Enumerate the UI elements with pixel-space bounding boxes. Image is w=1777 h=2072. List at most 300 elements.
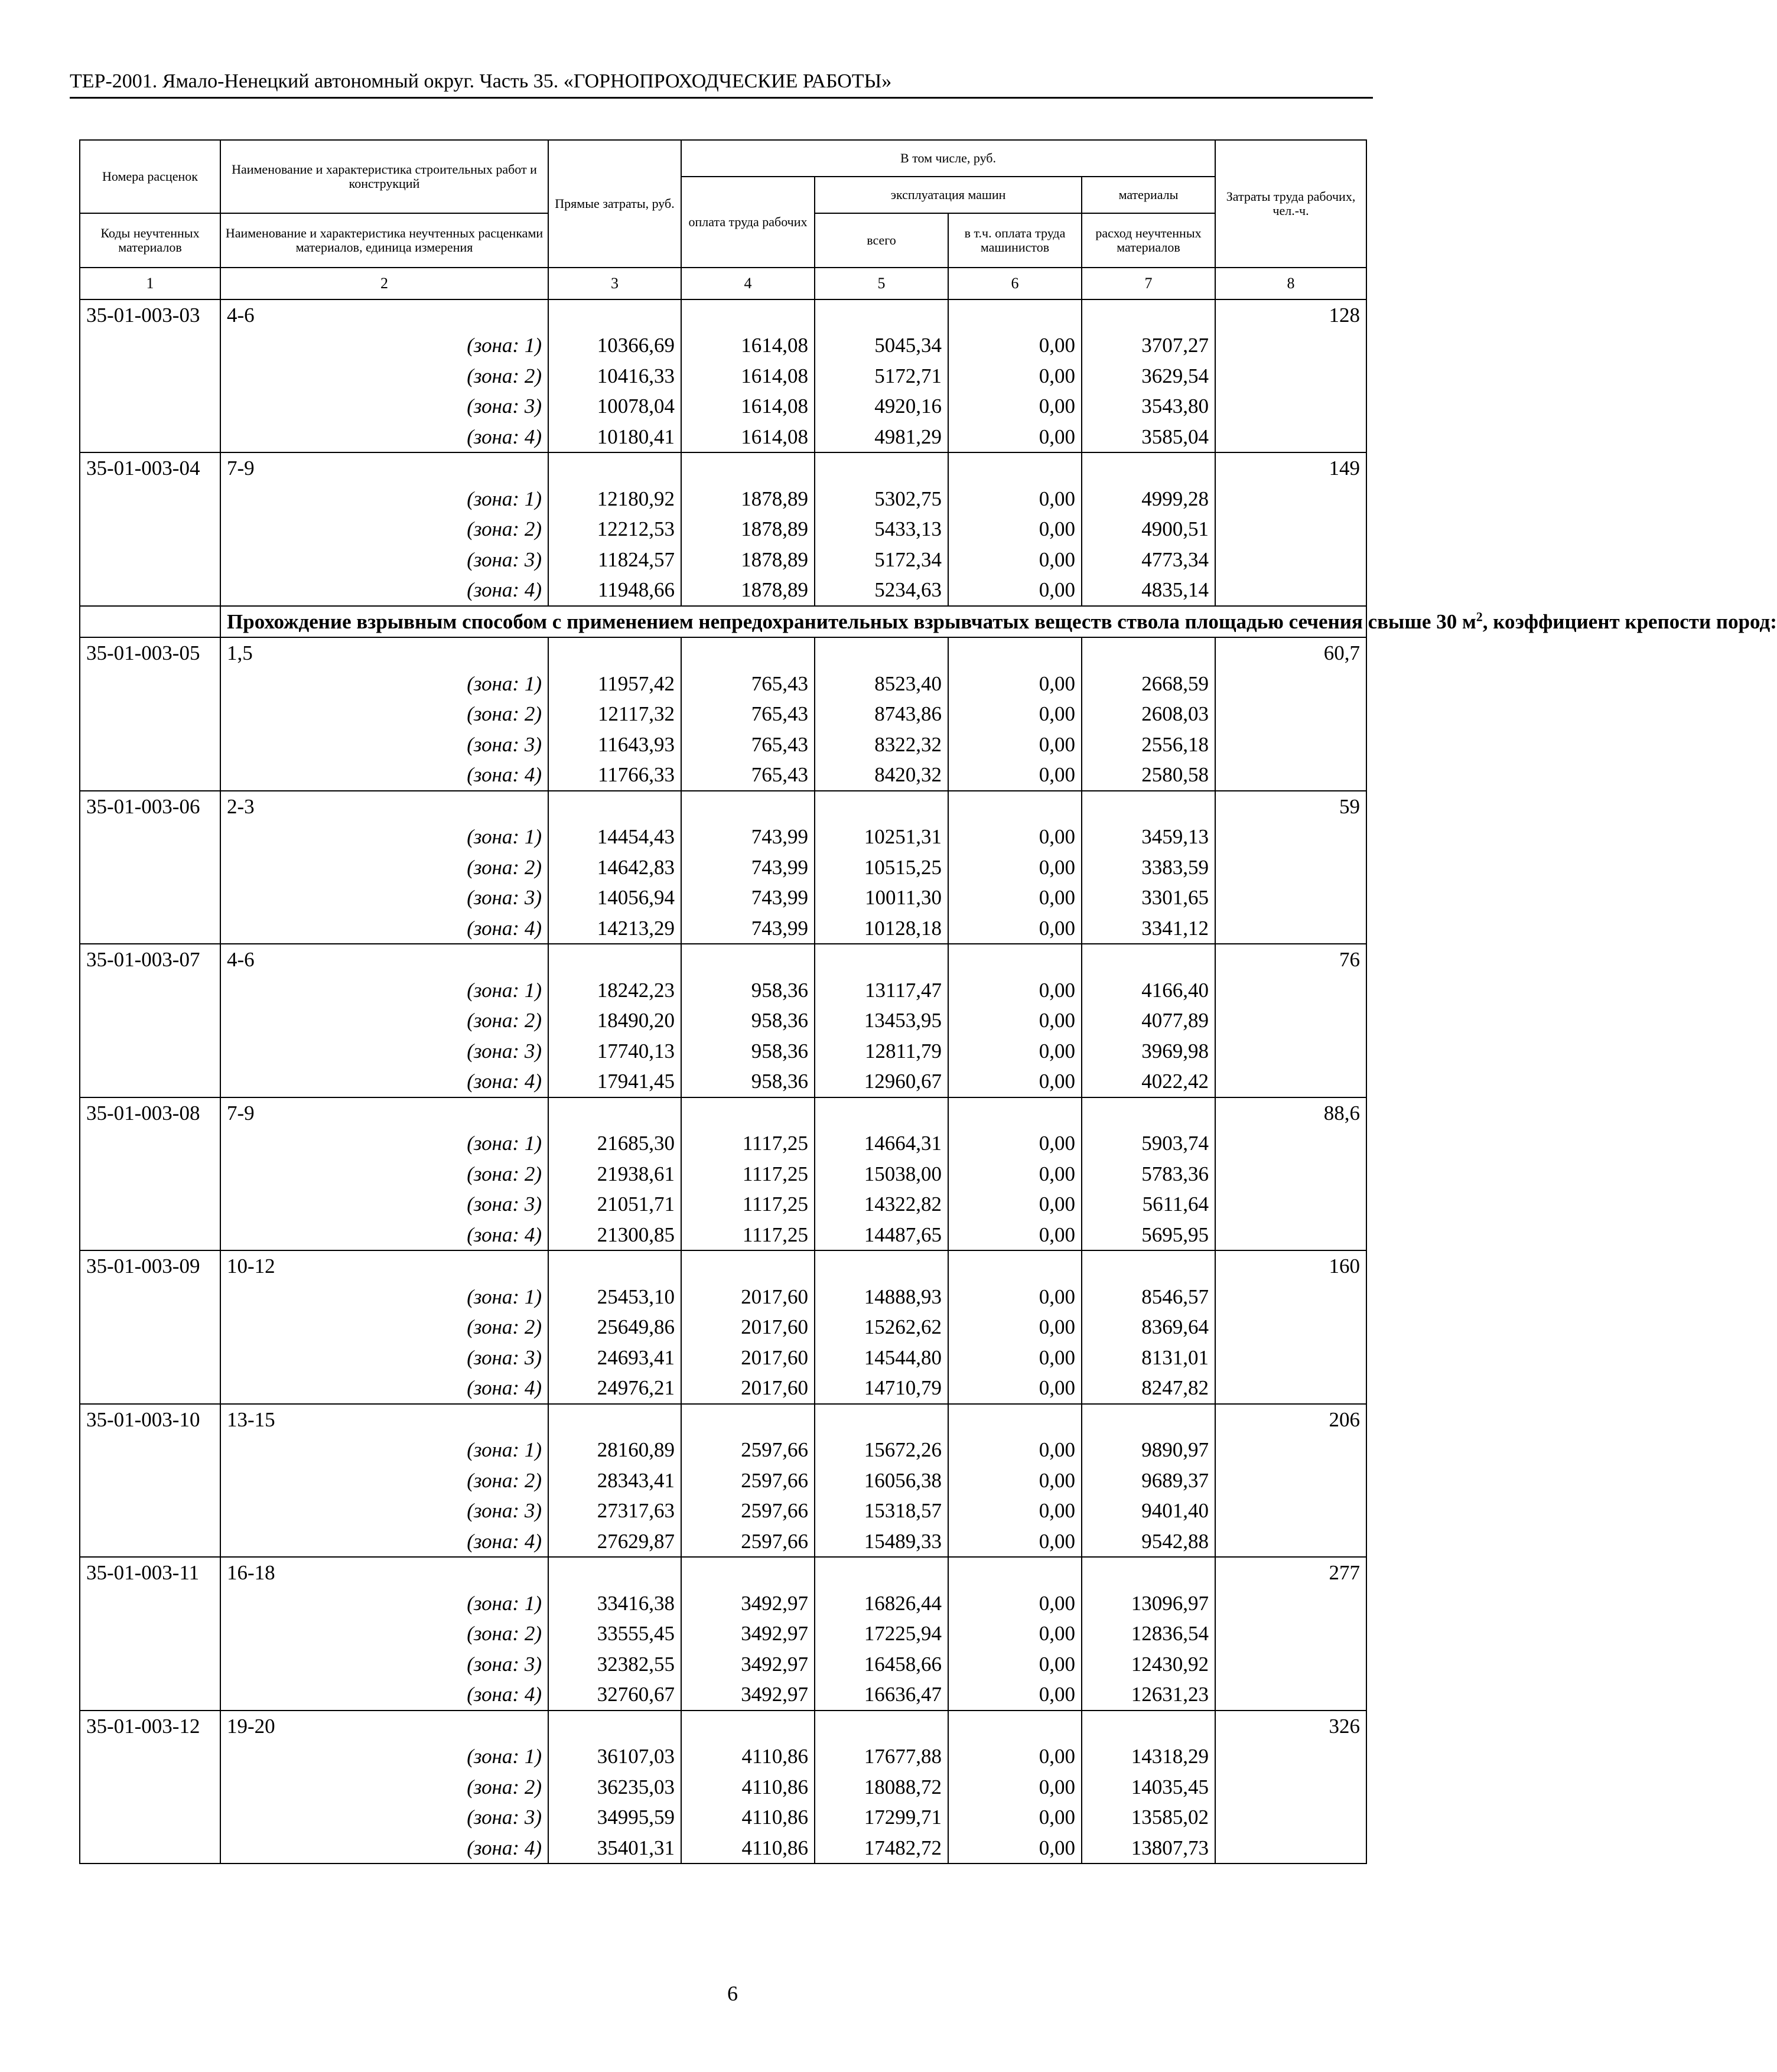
empty-cell	[1215, 1833, 1366, 1864]
empty-cell	[80, 1282, 220, 1312]
materials-cost: 3707,27	[1082, 330, 1215, 361]
worker-wages: 1117,25	[681, 1220, 815, 1251]
zone-row	[80, 361, 1366, 392]
zone-label: (зона: 2)	[220, 1618, 548, 1649]
header-material-code: Коды неучтенных материалов	[80, 213, 220, 268]
empty-cell	[1082, 1711, 1215, 1742]
empty-cell	[548, 1711, 681, 1742]
machines-total: 15038,00	[815, 1159, 948, 1190]
zone-label: (зона: 4)	[220, 1373, 548, 1404]
worker-wages: 958,36	[681, 975, 815, 1006]
rate-header-row	[80, 1711, 1366, 1742]
empty-cell	[80, 822, 220, 852]
materials-cost: 4773,34	[1082, 545, 1215, 575]
materials-cost: 3969,98	[1082, 1036, 1215, 1067]
zone-label: (зона: 2)	[220, 1159, 548, 1190]
worker-wages: 743,99	[681, 882, 815, 913]
direct-costs: 17941,45	[548, 1066, 681, 1097]
zone-row	[80, 1128, 1366, 1159]
machinist-wages: 0,00	[948, 699, 1082, 729]
zone-label: (зона: 2)	[220, 1772, 548, 1803]
materials-cost: 3543,80	[1082, 391, 1215, 422]
empty-cell	[80, 913, 220, 944]
table-header	[80, 140, 1366, 299]
zone-row	[80, 330, 1366, 361]
machinist-wages: 0,00	[948, 1649, 1082, 1680]
zone-label: (зона: 3)	[220, 545, 548, 575]
rate-header-row	[80, 1404, 1366, 1435]
machinist-wages: 0,00	[948, 575, 1082, 606]
machinist-wages: 0,00	[948, 391, 1082, 422]
empty-cell	[80, 361, 220, 392]
direct-costs: 10366,69	[548, 330, 681, 361]
direct-costs: 11643,93	[548, 729, 681, 760]
rate-description: 4-6	[220, 944, 548, 975]
empty-cell	[1215, 1649, 1366, 1680]
worker-wages: 2017,60	[681, 1312, 815, 1343]
machinist-wages: 0,00	[948, 1741, 1082, 1772]
empty-cell	[815, 944, 948, 975]
rate-code: 35-01-003-07	[80, 944, 220, 975]
rate-code: 35-01-003-09	[80, 1250, 220, 1282]
direct-costs: 11957,42	[548, 669, 681, 699]
machinist-wages: 0,00	[948, 1282, 1082, 1312]
worker-wages: 958,36	[681, 1005, 815, 1036]
rate-description: 16-18	[220, 1557, 548, 1588]
machines-total: 18088,72	[815, 1772, 948, 1803]
rate-description: 4-6	[220, 299, 548, 331]
machinist-wages: 0,00	[948, 1435, 1082, 1465]
worker-wages: 2597,66	[681, 1526, 815, 1558]
zone-label: (зона: 2)	[220, 1465, 548, 1496]
worker-wages: 2017,60	[681, 1282, 815, 1312]
worker-wages: 1117,25	[681, 1128, 815, 1159]
column-number: 1	[80, 268, 220, 299]
empty-cell	[80, 699, 220, 729]
empty-cell	[948, 452, 1082, 484]
column-number: 7	[1082, 268, 1215, 299]
zone-row	[80, 1618, 1366, 1649]
empty-cell	[1082, 299, 1215, 331]
worker-wages: 2597,66	[681, 1435, 815, 1465]
zone-row	[80, 822, 1366, 852]
empty-cell	[1215, 1312, 1366, 1343]
zone-label: (зона: 1)	[220, 975, 548, 1006]
empty-cell	[681, 1250, 815, 1282]
zone-label: (зона: 3)	[220, 1036, 548, 1067]
materials-cost: 2556,18	[1082, 729, 1215, 760]
machinist-wages: 0,00	[948, 1343, 1082, 1373]
rate-description: 7-9	[220, 1097, 548, 1129]
machines-total: 10011,30	[815, 882, 948, 913]
empty-cell	[1215, 1526, 1366, 1558]
worker-wages: 4110,86	[681, 1833, 815, 1864]
rate-header-row	[80, 452, 1366, 484]
machines-total: 16458,66	[815, 1649, 948, 1680]
empty-cell	[815, 1250, 948, 1282]
empty-cell	[80, 1618, 220, 1649]
machinist-wages: 0,00	[948, 1220, 1082, 1251]
labor-cost: 149	[1215, 452, 1366, 484]
empty-cell	[1215, 1343, 1366, 1373]
materials-cost: 2608,03	[1082, 699, 1215, 729]
empty-cell	[80, 575, 220, 606]
materials-cost: 5611,64	[1082, 1189, 1215, 1220]
zone-row	[80, 1312, 1366, 1343]
worker-wages: 1878,89	[681, 514, 815, 545]
empty-cell	[948, 1250, 1082, 1282]
direct-costs: 25453,10	[548, 1282, 681, 1312]
empty-cell	[815, 1711, 948, 1742]
section-row	[80, 606, 1366, 638]
machinist-wages: 0,00	[948, 484, 1082, 514]
rate-code: 35-01-003-04	[80, 452, 220, 484]
zone-label: (зона: 4)	[220, 1833, 548, 1864]
empty-cell	[548, 1557, 681, 1588]
direct-costs: 21685,30	[548, 1128, 681, 1159]
empty-cell	[948, 1711, 1082, 1742]
labor-cost: 277	[1215, 1557, 1366, 1588]
materials-cost: 5695,95	[1082, 1220, 1215, 1251]
empty-cell	[815, 791, 948, 822]
empty-cell	[1215, 760, 1366, 791]
worker-wages: 1878,89	[681, 484, 815, 514]
direct-costs: 11766,33	[548, 760, 681, 791]
section-title-tail: , коэффициент крепости пород:	[1482, 610, 1777, 633]
empty-cell	[548, 944, 681, 975]
machines-total: 12811,79	[815, 1036, 948, 1067]
price-table	[79, 139, 1777, 1864]
machinist-wages: 0,00	[948, 1588, 1082, 1619]
zone-row	[80, 882, 1366, 913]
machines-total: 10251,31	[815, 822, 948, 852]
zone-label: (зона: 3)	[220, 729, 548, 760]
zone-row	[80, 391, 1366, 422]
zone-row	[80, 1649, 1366, 1680]
direct-costs: 14213,29	[548, 913, 681, 944]
empty-cell	[681, 299, 815, 331]
direct-costs: 33416,38	[548, 1588, 681, 1619]
empty-cell	[1215, 699, 1366, 729]
zone-row	[80, 1741, 1366, 1772]
worker-wages: 743,99	[681, 852, 815, 883]
page-number: 6	[727, 1982, 738, 2005]
zone-row	[80, 1833, 1366, 1864]
empty-cell	[80, 975, 220, 1006]
zone-row	[80, 1772, 1366, 1803]
machinist-wages: 0,00	[948, 1772, 1082, 1803]
machines-total: 8322,32	[815, 729, 948, 760]
empty-cell	[80, 545, 220, 575]
materials-cost: 2668,59	[1082, 669, 1215, 699]
machines-total: 17677,88	[815, 1741, 948, 1772]
labor-cost: 128	[1215, 299, 1366, 331]
empty-cell	[815, 1097, 948, 1129]
machines-total: 8523,40	[815, 669, 948, 699]
machinist-wages: 0,00	[948, 361, 1082, 392]
empty-cell	[1215, 1772, 1366, 1803]
rate-header-row	[80, 637, 1366, 669]
empty-cell	[681, 1404, 815, 1435]
materials-cost: 14035,45	[1082, 1772, 1215, 1803]
labor-cost: 160	[1215, 1250, 1366, 1282]
header-rate-number: Номера расценок	[80, 140, 220, 213]
rate-description: 7-9	[220, 452, 548, 484]
section-title-superscript: 2	[1476, 608, 1483, 624]
zone-row	[80, 484, 1366, 514]
machines-total: 13453,95	[815, 1005, 948, 1036]
materials-cost: 12430,92	[1082, 1649, 1215, 1680]
empty-cell	[1215, 913, 1366, 944]
rate-header-row	[80, 1250, 1366, 1282]
empty-cell	[681, 637, 815, 669]
machinist-wages: 0,00	[948, 729, 1082, 760]
empty-cell	[1082, 1404, 1215, 1435]
empty-cell	[1215, 575, 1366, 606]
machines-total: 17299,71	[815, 1802, 948, 1833]
header-unaccounted-materials: расход неучтенных материалов	[1082, 213, 1215, 268]
column-number: 5	[815, 268, 948, 299]
rate-description: 1,5	[220, 637, 548, 669]
materials-cost: 4022,42	[1082, 1066, 1215, 1097]
zone-row	[80, 1679, 1366, 1711]
labor-cost: 76	[1215, 944, 1366, 975]
materials-cost: 4900,51	[1082, 514, 1215, 545]
direct-costs: 12180,92	[548, 484, 681, 514]
empty-cell	[80, 1526, 220, 1558]
direct-costs: 24693,41	[548, 1343, 681, 1373]
materials-cost: 13807,73	[1082, 1833, 1215, 1864]
rate-code: 35-01-003-11	[80, 1557, 220, 1588]
materials-cost: 4077,89	[1082, 1005, 1215, 1036]
machines-total: 5234,63	[815, 575, 948, 606]
materials-cost: 4835,14	[1082, 575, 1215, 606]
empty-cell	[80, 1741, 220, 1772]
zone-label: (зона: 1)	[220, 1741, 548, 1772]
worker-wages: 1614,08	[681, 422, 815, 453]
column-number: 4	[681, 268, 815, 299]
empty-cell	[548, 637, 681, 669]
column-number: 3	[548, 268, 681, 299]
direct-costs: 12212,53	[548, 514, 681, 545]
machines-total: 15489,33	[815, 1526, 948, 1558]
direct-costs: 27629,87	[548, 1526, 681, 1558]
zone-row	[80, 1189, 1366, 1220]
zone-label: (зона: 1)	[220, 822, 548, 852]
direct-costs: 25649,86	[548, 1312, 681, 1343]
materials-cost: 5903,74	[1082, 1128, 1215, 1159]
rate-code: 35-01-003-06	[80, 791, 220, 822]
zone-row	[80, 1005, 1366, 1036]
empty-cell	[1215, 391, 1366, 422]
empty-cell	[80, 1343, 220, 1373]
empty-cell	[1215, 484, 1366, 514]
machines-total: 14888,93	[815, 1282, 948, 1312]
rate-header-row	[80, 1557, 1366, 1588]
zone-row	[80, 913, 1366, 944]
empty-cell	[80, 1036, 220, 1067]
worker-wages: 765,43	[681, 760, 815, 791]
rate-header-row	[80, 791, 1366, 822]
rate-code: 35-01-003-05	[80, 637, 220, 669]
zone-row	[80, 514, 1366, 545]
materials-cost: 13585,02	[1082, 1802, 1215, 1833]
empty-cell	[548, 1250, 681, 1282]
zone-row	[80, 669, 1366, 699]
empty-cell	[948, 299, 1082, 331]
zone-row	[80, 699, 1366, 729]
empty-cell	[681, 452, 815, 484]
zone-label: (зона: 1)	[220, 1128, 548, 1159]
zone-row	[80, 1465, 1366, 1496]
worker-wages: 1117,25	[681, 1159, 815, 1190]
empty-cell	[1215, 1220, 1366, 1251]
direct-costs: 28160,89	[548, 1435, 681, 1465]
machines-total: 15672,26	[815, 1435, 948, 1465]
empty-cell	[80, 760, 220, 791]
header-including: В том числе, руб.	[681, 140, 1215, 177]
zone-label: (зона: 4)	[220, 760, 548, 791]
machines-total: 15262,62	[815, 1312, 948, 1343]
machinist-wages: 0,00	[948, 545, 1082, 575]
machinist-wages: 0,00	[948, 913, 1082, 944]
empty-cell	[681, 791, 815, 822]
empty-cell	[80, 391, 220, 422]
machines-total: 10515,25	[815, 852, 948, 883]
machinist-wages: 0,00	[948, 1618, 1082, 1649]
rate-description: 2-3	[220, 791, 548, 822]
worker-wages: 1878,89	[681, 545, 815, 575]
worker-wages: 3492,97	[681, 1679, 815, 1711]
rate-description: 19-20	[220, 1711, 548, 1742]
header-wages: оплата труда рабочих	[681, 177, 815, 268]
worker-wages: 765,43	[681, 699, 815, 729]
column-number: 6	[948, 268, 1082, 299]
machines-total: 15318,57	[815, 1496, 948, 1526]
zone-row	[80, 729, 1366, 760]
labor-cost: 60,7	[1215, 637, 1366, 669]
machines-total: 5172,71	[815, 361, 948, 392]
machinist-wages: 0,00	[948, 1373, 1082, 1404]
zone-label: (зона: 1)	[220, 1282, 548, 1312]
zone-row	[80, 545, 1366, 575]
machinist-wages: 0,00	[948, 1496, 1082, 1526]
empty-cell	[681, 944, 815, 975]
zone-label: (зона: 4)	[220, 1526, 548, 1558]
zone-label: (зона: 3)	[220, 391, 548, 422]
header-work-name: Наименование и характеристика строительных работ и конструкций	[220, 140, 548, 213]
machinist-wages: 0,00	[948, 1128, 1082, 1159]
labor-cost: 59	[1215, 791, 1366, 822]
worker-wages: 4110,86	[681, 1741, 815, 1772]
machinist-wages: 0,00	[948, 822, 1082, 852]
machines-total: 5433,13	[815, 514, 948, 545]
zone-row	[80, 1159, 1366, 1190]
empty-cell	[80, 1220, 220, 1251]
worker-wages: 2597,66	[681, 1496, 815, 1526]
materials-cost: 14318,29	[1082, 1741, 1215, 1772]
empty-cell	[80, 1005, 220, 1036]
zone-row	[80, 1496, 1366, 1526]
empty-cell	[80, 1588, 220, 1619]
machines-total: 14322,82	[815, 1189, 948, 1220]
empty-cell	[1082, 637, 1215, 669]
empty-cell	[80, 1772, 220, 1803]
zone-row	[80, 1282, 1366, 1312]
direct-costs: 18490,20	[548, 1005, 681, 1036]
empty-cell	[681, 1711, 815, 1742]
zone-label: (зона: 1)	[220, 669, 548, 699]
direct-costs: 24976,21	[548, 1373, 681, 1404]
zone-label: (зона: 1)	[220, 1435, 548, 1465]
materials-cost: 13096,97	[1082, 1588, 1215, 1619]
empty-cell	[1215, 1159, 1366, 1190]
zone-label: (зона: 2)	[220, 699, 548, 729]
zone-row	[80, 1066, 1366, 1097]
empty-cell	[80, 669, 220, 699]
zone-label: (зона: 2)	[220, 1005, 548, 1036]
empty-cell	[548, 1097, 681, 1129]
zone-label: (зона: 3)	[220, 1802, 548, 1833]
worker-wages: 2597,66	[681, 1465, 815, 1496]
materials-cost: 12836,54	[1082, 1618, 1215, 1649]
zone-row	[80, 852, 1366, 883]
machines-total: 13117,47	[815, 975, 948, 1006]
empty-cell	[1215, 514, 1366, 545]
empty-cell	[1082, 1557, 1215, 1588]
column-number: 8	[1215, 268, 1366, 299]
empty-cell	[948, 944, 1082, 975]
empty-cell	[681, 1097, 815, 1129]
empty-cell	[80, 1679, 220, 1711]
empty-cell	[80, 1649, 220, 1680]
direct-costs: 10078,04	[548, 391, 681, 422]
empty-cell	[80, 1128, 220, 1159]
worker-wages: 765,43	[681, 669, 815, 699]
empty-cell	[1215, 729, 1366, 760]
empty-cell	[80, 1373, 220, 1404]
machines-total: 12960,67	[815, 1066, 948, 1097]
empty-cell	[80, 1159, 220, 1190]
machinist-wages: 0,00	[948, 1005, 1082, 1036]
blank-cell	[80, 606, 220, 638]
zone-row	[80, 1802, 1366, 1833]
empty-cell	[1215, 1741, 1366, 1772]
empty-cell	[1082, 791, 1215, 822]
empty-cell	[948, 1404, 1082, 1435]
zone-label: (зона: 1)	[220, 484, 548, 514]
materials-cost: 3383,59	[1082, 852, 1215, 883]
zone-label: (зона: 4)	[220, 1679, 548, 1711]
direct-costs: 10180,41	[548, 422, 681, 453]
materials-cost: 3341,12	[1082, 913, 1215, 944]
machinist-wages: 0,00	[948, 975, 1082, 1006]
worker-wages: 2017,60	[681, 1343, 815, 1373]
rate-description: 10-12	[220, 1250, 548, 1282]
machines-total: 14487,65	[815, 1220, 948, 1251]
machines-total: 14664,31	[815, 1128, 948, 1159]
zone-row	[80, 1036, 1366, 1067]
direct-costs: 32382,55	[548, 1649, 681, 1680]
direct-costs: 14454,43	[548, 822, 681, 852]
zone-label: (зона: 2)	[220, 1312, 548, 1343]
empty-cell	[1082, 452, 1215, 484]
labor-cost: 206	[1215, 1404, 1366, 1435]
machinist-wages: 0,00	[948, 760, 1082, 791]
empty-cell	[80, 1833, 220, 1864]
zone-row	[80, 1220, 1366, 1251]
empty-cell	[80, 1465, 220, 1496]
